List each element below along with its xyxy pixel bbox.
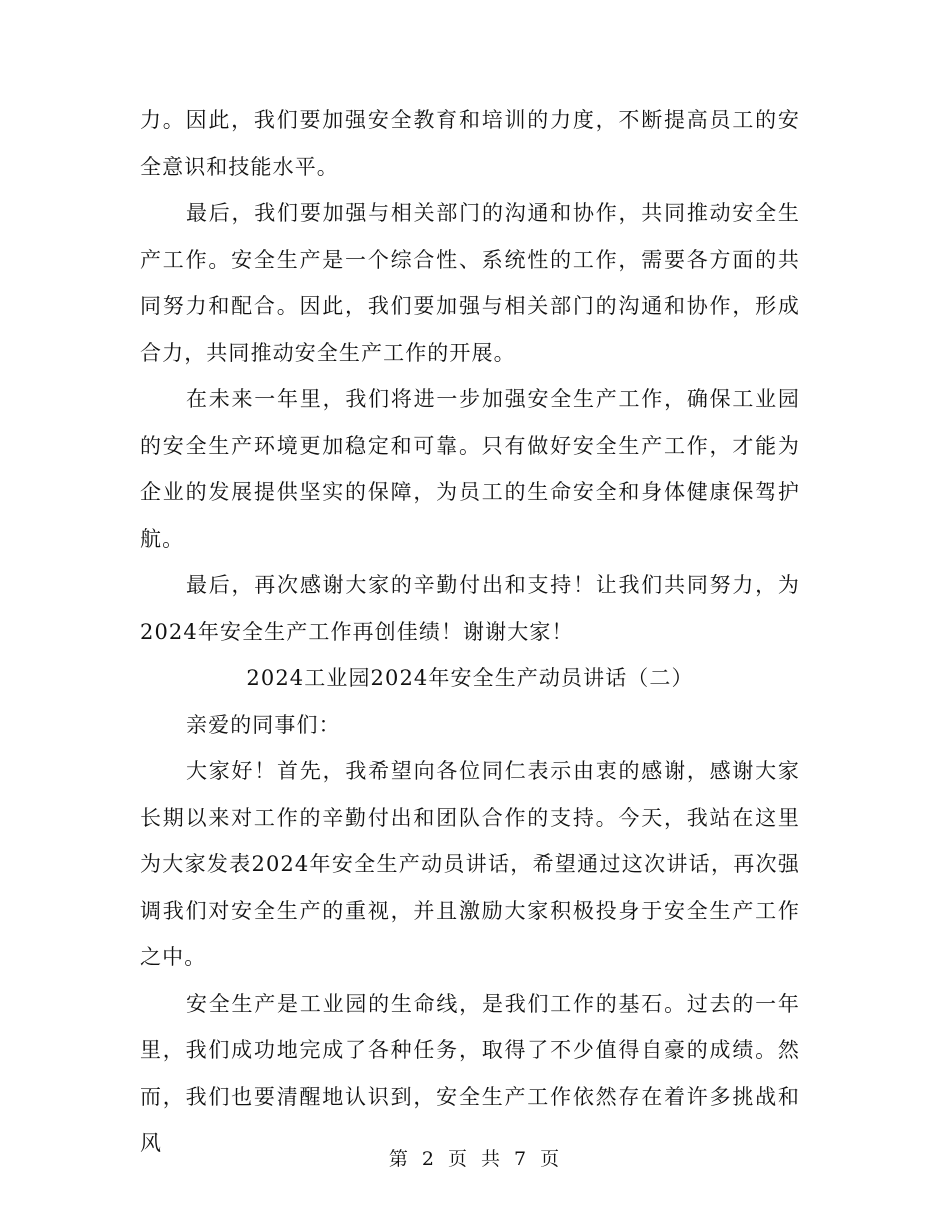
paragraph: 安全生产是工业园的生命线，是我们工作的基石。过去的一年里，我们成功地完成了各种任务，取得了不少值得自豪的成绩。然而，我们也要清醒地认识到，安全生产工作依然存在着许多挑战和风	[140, 991, 800, 1155]
paragraph: 在未来一年里，我们将进一步加强安全生产工作，确保工业园的安全生产环境更加稳定和可靠。只有做好安全生产工作，才能为企业的发展提供坚实的保障，为员工的生命安全和身体健康保驾护航。	[140, 387, 800, 551]
page-number-footer: 第 2 页 共 7 页	[388, 1148, 562, 1170]
document-body	[140, 97, 800, 1167]
paragraph: 最后，再次感谢大家的辛勤付出和支持！让我们共同努力，为2024年安全生产工作再创佳绩！谢谢大家！	[140, 573, 800, 644]
salutation: 亲爱的同事们：	[186, 712, 341, 737]
section-title: 2024工业园2024年安全生产动员讲话（二）	[246, 666, 694, 690]
paragraph: 大家好！首先，我希望向各位同仁表示由衷的感谢，感谢大家长期以来对工作的辛勤付出和团队合作的支持。今天，我站在这里为大家发表2024年安全生产动员讲话，希望通过这次讲话，再次强调我们对安全生产的重视，并且激励大家积极投身于安全生产工作之中。	[140, 759, 800, 969]
paragraph-continuation: 力。因此，我们要加强安全教育和培训的力度，不断提高员工的安全意识和技能水平。	[140, 108, 800, 179]
paragraph: 最后，我们要加强与相关部门的沟通和协作，共同推动安全生产工作。安全生产是一个综合性、系统性的工作，需要各方面的共同努力和配合。因此，我们要加强与相关部门的沟通和协作，形成合力，共同推动安全生产工作的开展。	[140, 201, 800, 365]
